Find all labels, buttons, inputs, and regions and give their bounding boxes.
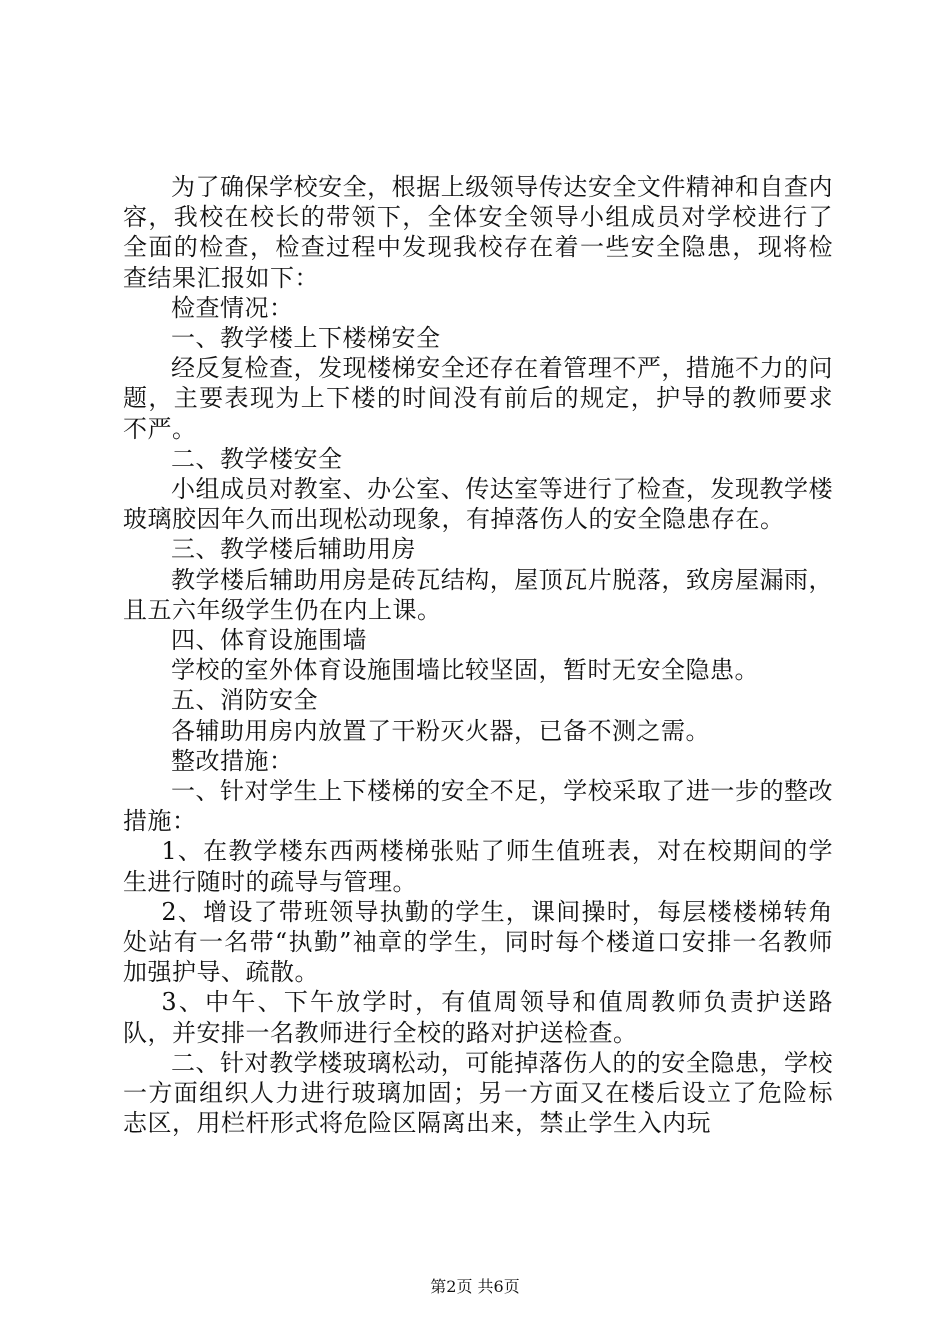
paragraph-building-safety: 小组成员对教室、办公室、传达室等进行了检查，发现教学楼玻璃胶因年久而出现松动现象，有掉落伤人的安全隐患存在。 bbox=[123, 475, 833, 534]
heading-stairs-safety: 一、教学楼上下楼梯安全 bbox=[171, 324, 441, 353]
heading-fire-safety: 五、消防安全 bbox=[171, 686, 318, 715]
page-footer: 第2页 共6页 bbox=[430, 1277, 520, 1296]
paragraph-measure-1: 1、在教学楼东西两楼梯张贴了师生值班表，对在校期间的学生进行随时的疏导与管理。 bbox=[123, 837, 833, 896]
heading-building-safety: 二、教学楼安全 bbox=[171, 444, 343, 473]
paragraph-measure-2: 2、增设了带班领导执勤的学生，课间操时，每层楼楼梯转角处站有一名带“执勤”袖章的学生，同时每个楼道口安排一名教师加强护导、疏散。 bbox=[123, 897, 833, 987]
paragraph-auxiliary-rooms: 教学楼后辅助用房是砖瓦结构，屋顶瓦片脱落，致房屋漏雨，且五六年级学生仍在内上课。 bbox=[123, 565, 833, 624]
paragraph-measure-3: 3、中午、下午放学时，有值周领导和值周教师负责护送路队，并安排一名教师进行全校的路对护送检查。 bbox=[123, 988, 833, 1047]
heading-auxiliary-rooms: 三、教学楼后辅助用房 bbox=[171, 535, 416, 564]
paragraph-stairs-safety: 经反复检查，发现楼梯安全还存在着管理不严，措施不力的问题，主要表现为上下楼的时间没有前后的规定，护导的教师要求不严。 bbox=[123, 354, 833, 443]
document-body bbox=[123, 172, 833, 1139]
paragraph-sports-wall: 学校的室外体育设施围墙比较坚固，暂时无安全隐患。 bbox=[171, 656, 759, 685]
heading-inspection: 检查情况： bbox=[171, 293, 294, 322]
paragraph-fire-safety: 各辅助用房内放置了干粉灭火器，已备不测之需。 bbox=[171, 716, 710, 745]
heading-sports-wall: 四、体育设施围墙 bbox=[171, 626, 367, 655]
paragraph-rectification-glass: 二、针对教学楼玻璃松动，可能掉落伤人的的安全隐患，学校一方面组织人力进行玻璃加固；另一方面又在楼后设立了危险标志区，用栏杆形式将危险区隔离出来，禁止学生入内玩 bbox=[123, 1048, 833, 1138]
heading-rectification: 整改措施： bbox=[171, 746, 294, 775]
paragraph-rectification-stairs: 一、针对学生上下楼梯的安全不足，学校采取了进一步的整改措施： bbox=[123, 777, 833, 836]
paragraph-intro: 为了确保学校安全，根据上级领导传达安全文件精神和自查内容，我校在校长的带领下，全体安全领导小组成员对学校进行了全面的检查，检查过程中发现我校存在着一些安全隐患，现将检查结果汇报如下： bbox=[123, 173, 833, 292]
